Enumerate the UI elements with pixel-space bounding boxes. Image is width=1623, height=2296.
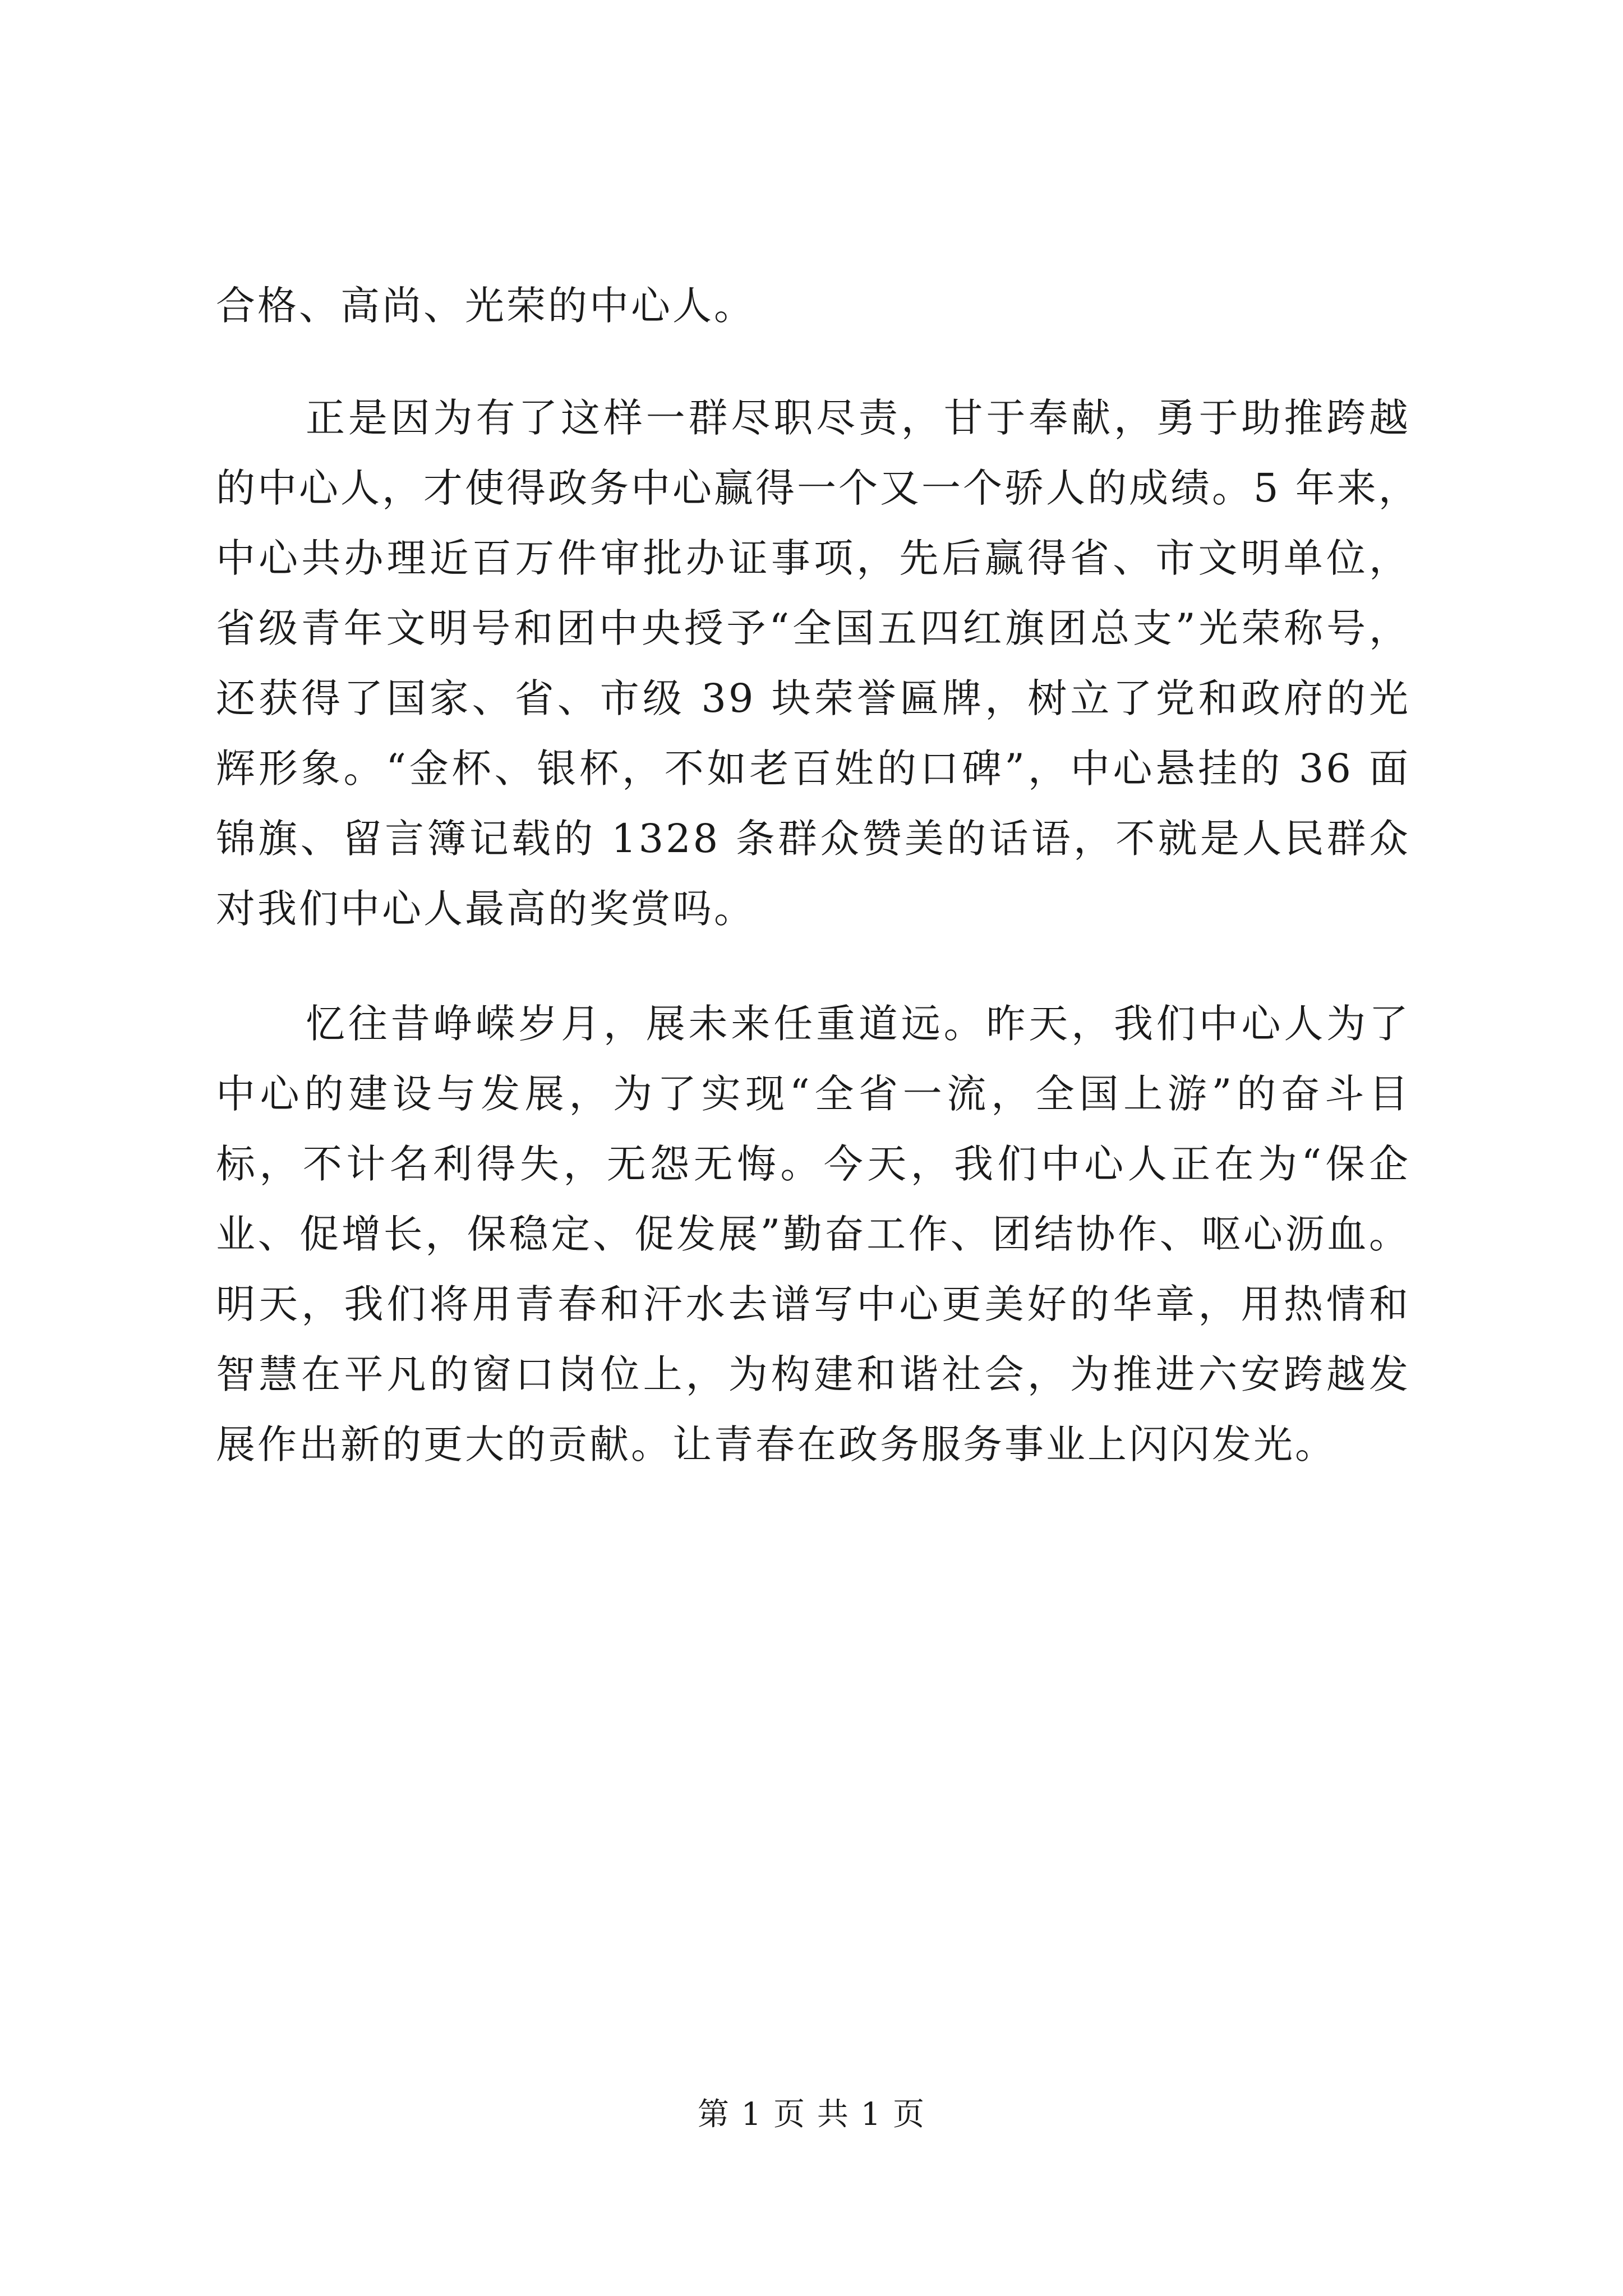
paragraph-1-line-1: 合格、高尚、光荣的中心人。: [216, 283, 755, 329]
paragraph-3-line-1: 忆往昔峥嵘岁月，展未来任重道远。昨天，我们中心人为了: [306, 1001, 1410, 1047]
paragraph-2-line-6: 辉形象。“金杯、银杯，不如老百姓的口碑”，中心悬挂的 36 面: [216, 746, 1410, 792]
paragraph-3-line-2: 中心的建设与发展，为了实现“全省一流，全国上游”的奋斗目: [216, 1071, 1410, 1117]
paragraph-2-line-8: 对我们中心人最高的奖赏吗。: [216, 886, 755, 932]
paragraph-2-line-5: 还获得了国家、省、市级 39 块荣誉匾牌，树立了党和政府的光: [216, 675, 1410, 721]
paragraph-2-line-3: 中心共办理近百万件审批办证事项，先后赢得省、市文明单位，: [216, 535, 1410, 581]
paragraph-3-line-6: 智慧在平凡的窗口岗位上，为构建和谐社会，为推进六安跨越发: [216, 1351, 1410, 1397]
paragraph-2-line-2: 的中心人，才使得政务中心赢得一个又一个骄人的成绩。5 年来，: [216, 465, 1420, 511]
paragraph-2-line-1: 正是因为有了这样一群尽职尽责，甘于奉献，勇于助推跨越: [306, 395, 1410, 441]
paragraph-3-line-3: 标，不计名利得失，无怨无悔。今天，我们中心人正在为“保企: [216, 1141, 1410, 1187]
paragraph-3-line-4: 业、促增长，保稳定、促发展”勤奋工作、团结协作、呕心沥血。: [216, 1211, 1410, 1257]
paragraph-2-line-4: 省级青年文明号和团中央授予“全国五四红旗团总支”光荣称号，: [216, 605, 1410, 651]
page-footer: 第 1 页 共 1 页: [697, 2096, 926, 2133]
paragraph-2-line-7: 锦旗、留言簿记载的 1328 条群众赞美的话语，不就是人民群众: [216, 816, 1410, 862]
paragraph-3-line-5: 明天，我们将用青春和汗水去谱写中心更美好的华章，用热情和: [216, 1281, 1410, 1327]
paragraph-3-line-7: 展作出新的更大的贡献。让青春在政务服务事业上闪闪发光。: [216, 1421, 1336, 1467]
